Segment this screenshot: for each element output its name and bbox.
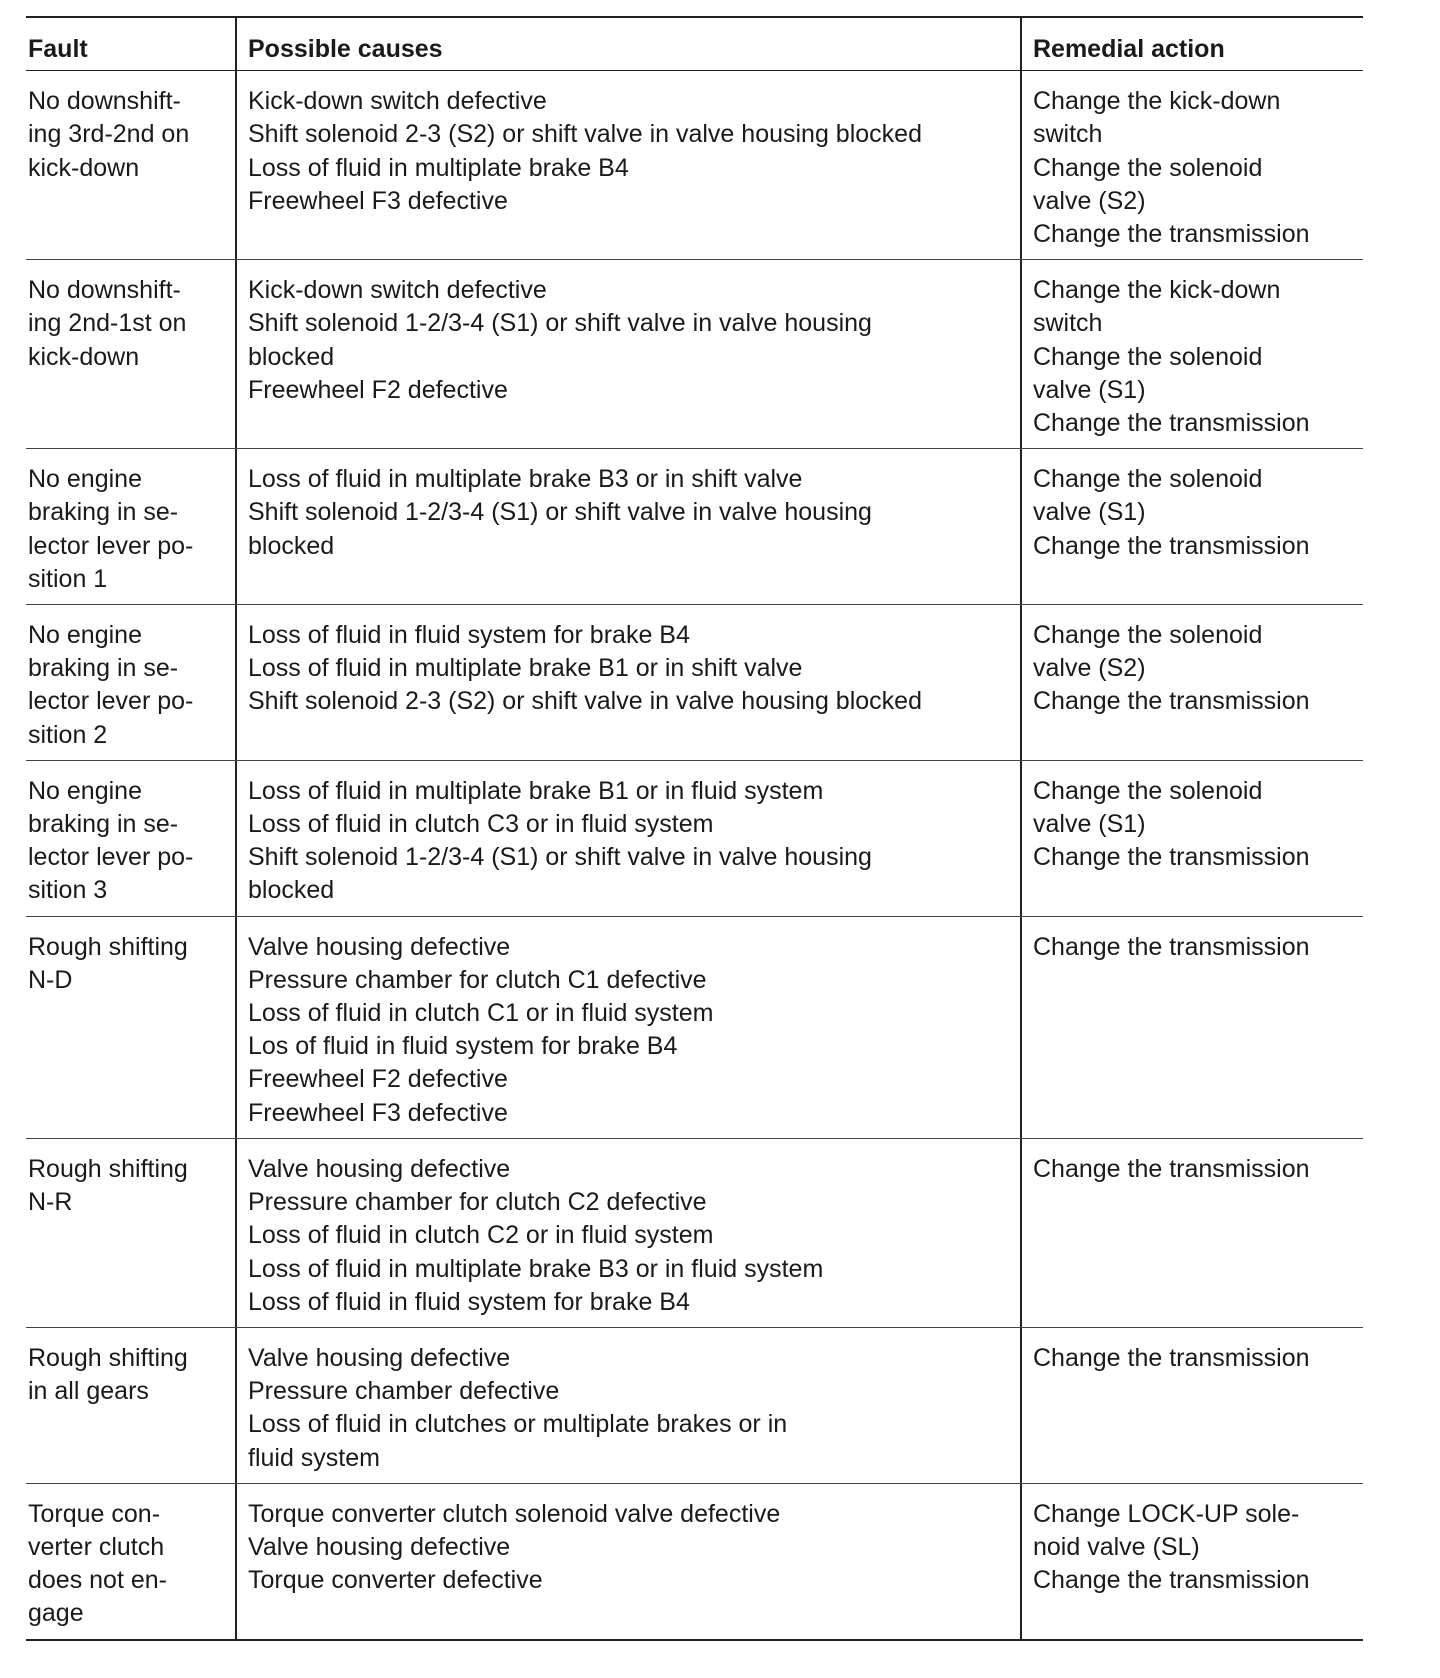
action-cell xyxy=(1022,71,1363,259)
causes-cell-line: Freewheel F2 defective xyxy=(248,1065,508,1094)
table-row xyxy=(26,1328,1363,1484)
action-cell xyxy=(1022,761,1363,916)
table-row xyxy=(26,71,1363,260)
causes-cell xyxy=(237,917,1022,1138)
fault-cell-line: Torque con- xyxy=(28,1499,161,1528)
fault-cell-line: does not en- xyxy=(28,1566,167,1595)
table-row xyxy=(26,605,1363,761)
action-cell-line: valve (S1) xyxy=(1033,375,1146,404)
fault-cell-line: N-R xyxy=(28,1188,73,1217)
causes-cell-line: Loss of fluid in clutch C1 or in fluid system xyxy=(248,999,714,1028)
fault-cell xyxy=(26,605,237,760)
causes-cell-line: Torque converter defective xyxy=(248,1566,543,1595)
causes-cell-line: Loss of fluid in fluid system for brake B4 xyxy=(248,621,690,650)
causes-cell-line: Torque converter clutch solenoid valve defective xyxy=(248,1499,781,1528)
causes-cell-line: Kick-down switch defective xyxy=(248,276,547,305)
header-remedial-action: Remedial action xyxy=(1033,35,1225,63)
fault-cell-line: lector lever po- xyxy=(28,531,194,560)
action-cell-line: switch xyxy=(1033,309,1103,338)
header-possible-causes: Possible causes xyxy=(237,18,1022,70)
action-cell-line: Change the transmission xyxy=(1033,932,1310,961)
action-cell-line: Change the transmission xyxy=(1033,409,1310,438)
fault-cell-line: sition 1 xyxy=(28,564,108,593)
causes-cell-line: Valve housing defective xyxy=(248,1343,511,1372)
causes-cell-line: Valve housing defective xyxy=(248,1532,511,1561)
fault-cell xyxy=(26,1139,237,1327)
table-header xyxy=(26,18,1363,71)
causes-cell-line: Loss of fluid in clutch C3 or in fluid system xyxy=(248,810,714,839)
action-cell-line: Change the solenoid xyxy=(1033,776,1263,805)
causes-cell xyxy=(237,761,1022,916)
action-cell-line: Change the transmission xyxy=(1033,1154,1310,1183)
action-cell-line: Change the transmission xyxy=(1033,220,1310,249)
fault-cell-line: sition 2 xyxy=(28,720,108,749)
fault-cell-line: Rough shifting xyxy=(28,1343,188,1372)
causes-cell-line: Pressure chamber defective xyxy=(248,1377,560,1406)
action-cell-line: Change the transmission xyxy=(1033,843,1310,872)
causes-cell-line: Valve housing defective xyxy=(248,1154,511,1183)
fault-cell-line: braking in se- xyxy=(28,654,179,683)
causes-cell-line: Shift solenoid 2-3 (S2) or shift valve in valve housing blocked xyxy=(248,687,922,716)
fault-cell-line: braking in se- xyxy=(28,810,179,839)
table-row xyxy=(26,449,1363,605)
causes-cell-line: Pressure chamber for clutch C1 defective xyxy=(248,965,707,994)
fault-cell-line: N-D xyxy=(28,965,73,994)
fault-cell-line: kick-down xyxy=(28,342,140,371)
causes-cell-line: Kick-down switch defective xyxy=(248,87,547,116)
fault-cell-line: verter clutch xyxy=(28,1532,165,1561)
action-cell xyxy=(1022,1484,1363,1639)
fault-cell xyxy=(26,71,237,259)
causes-cell-line: Loss of fluid in multiplate brake B1 or in fluid system xyxy=(248,776,824,805)
fault-cell-line: No engine xyxy=(28,621,142,650)
causes-cell-line: Shift solenoid 1-2/3-4 (S1) or shift valve in valve housing xyxy=(248,498,872,527)
causes-cell-line: blocked xyxy=(248,342,335,371)
header-fault: Fault xyxy=(26,18,237,70)
table-row xyxy=(26,917,1363,1139)
causes-cell xyxy=(237,449,1022,604)
action-cell xyxy=(1022,605,1363,760)
action-cell-line: Change the solenoid xyxy=(1033,465,1263,494)
causes-cell-line: fluid system xyxy=(248,1443,380,1472)
fault-cell-line: ing 2nd-1st on xyxy=(28,309,187,338)
fault-cell-line: Rough shifting xyxy=(28,1154,188,1183)
fault-cell-line: kick-down xyxy=(28,153,140,182)
action-cell-line: Change the transmission xyxy=(1033,687,1310,716)
causes-cell-line: Loss of fluid in multiplate brake B3 or in fluid system xyxy=(248,1254,824,1283)
fault-cell xyxy=(26,1328,237,1483)
causes-cell-line: Freewheel F3 defective xyxy=(248,186,508,215)
causes-cell-line: Freewheel F2 defective xyxy=(248,375,508,404)
causes-cell-line: Loss of fluid in multiplate brake B4 xyxy=(248,153,629,182)
action-cell xyxy=(1022,260,1363,448)
causes-cell-line: Loss of fluid in fluid system for brake B4 xyxy=(248,1287,690,1316)
table-row xyxy=(26,761,1363,917)
action-cell xyxy=(1022,449,1363,604)
fault-cell-line: ing 3rd-2nd on xyxy=(28,120,190,149)
causes-cell-line: Loss of fluid in clutch C2 or in fluid system xyxy=(248,1221,714,1250)
action-cell-line: Change the solenoid xyxy=(1033,342,1263,371)
fault-cell-line: Rough shifting xyxy=(28,932,188,961)
action-cell xyxy=(1022,917,1363,1138)
action-cell xyxy=(1022,1139,1363,1327)
causes-cell-line: Shift solenoid 1-2/3-4 (S1) or shift valve in valve housing xyxy=(248,309,872,338)
fault-cell-line: No downshift- xyxy=(28,276,181,305)
fault-cell xyxy=(26,917,237,1138)
causes-cell xyxy=(237,260,1022,448)
fault-table xyxy=(26,16,1363,1641)
causes-cell-line: blocked xyxy=(248,531,335,560)
action-cell xyxy=(1022,1328,1363,1483)
causes-cell-line: Los of fluid in fluid system for brake B4 xyxy=(248,1032,678,1061)
fault-cell xyxy=(26,761,237,916)
action-cell-line: Change the solenoid xyxy=(1033,153,1263,182)
causes-cell-line: Loss of fluid in clutches or multiplate brakes or in xyxy=(248,1410,788,1439)
action-cell-line: Change the solenoid xyxy=(1033,621,1263,650)
fault-cell xyxy=(26,1484,237,1639)
causes-cell xyxy=(237,605,1022,760)
table-row xyxy=(26,1139,1363,1328)
action-cell-line: noid valve (SL) xyxy=(1033,1532,1200,1561)
fault-cell-line: lector lever po- xyxy=(28,843,194,872)
causes-cell xyxy=(237,1139,1022,1327)
causes-cell-line: blocked xyxy=(248,876,335,905)
action-cell-line: switch xyxy=(1033,120,1103,149)
action-cell-line: Change the kick-down xyxy=(1033,87,1281,116)
action-cell-line: Change the transmission xyxy=(1033,1566,1310,1595)
causes-cell xyxy=(237,71,1022,259)
fault-cell-line: in all gears xyxy=(28,1377,149,1406)
action-cell-line: Change LOCK-UP sole- xyxy=(1033,1499,1300,1528)
fault-cell xyxy=(26,449,237,604)
fault-cell xyxy=(26,260,237,448)
fault-cell-line: sition 3 xyxy=(28,876,108,905)
action-cell-line: valve (S1) xyxy=(1033,810,1146,839)
table-row xyxy=(26,1484,1363,1641)
action-cell-line: Change the transmission xyxy=(1033,1343,1310,1372)
causes-cell-line: Shift solenoid 1-2/3-4 (S1) or shift valve in valve housing xyxy=(248,843,872,872)
action-cell-line: valve (S2) xyxy=(1033,186,1146,215)
fault-cell-line: gage xyxy=(28,1599,84,1628)
action-cell-line: Change the transmission xyxy=(1033,531,1310,560)
causes-cell-line: Loss of fluid in multiplate brake B1 or in shift valve xyxy=(248,654,803,683)
action-cell-line: Change the kick-down xyxy=(1033,276,1281,305)
fault-cell-line: No engine xyxy=(28,776,142,805)
table-row xyxy=(26,260,1363,449)
fault-cell-line: No engine xyxy=(28,465,142,494)
table-body xyxy=(26,71,1363,1640)
action-cell-line: valve (S2) xyxy=(1033,654,1146,683)
causes-cell xyxy=(237,1484,1022,1639)
causes-cell-line: Loss of fluid in multiplate brake B3 or in shift valve xyxy=(248,465,803,494)
fault-cell-line: braking in se- xyxy=(28,498,179,527)
causes-cell xyxy=(237,1328,1022,1483)
action-cell-line: valve (S1) xyxy=(1033,498,1146,527)
causes-cell-line: Shift solenoid 2-3 (S2) or shift valve in valve housing blocked xyxy=(248,120,922,149)
causes-cell-line: Valve housing defective xyxy=(248,932,511,961)
causes-cell-line: Pressure chamber for clutch C2 defective xyxy=(248,1188,707,1217)
fault-cell-line: lector lever po- xyxy=(28,687,194,716)
fault-cell-line: No downshift- xyxy=(28,87,181,116)
causes-cell-line: Freewheel F3 defective xyxy=(248,1098,508,1127)
